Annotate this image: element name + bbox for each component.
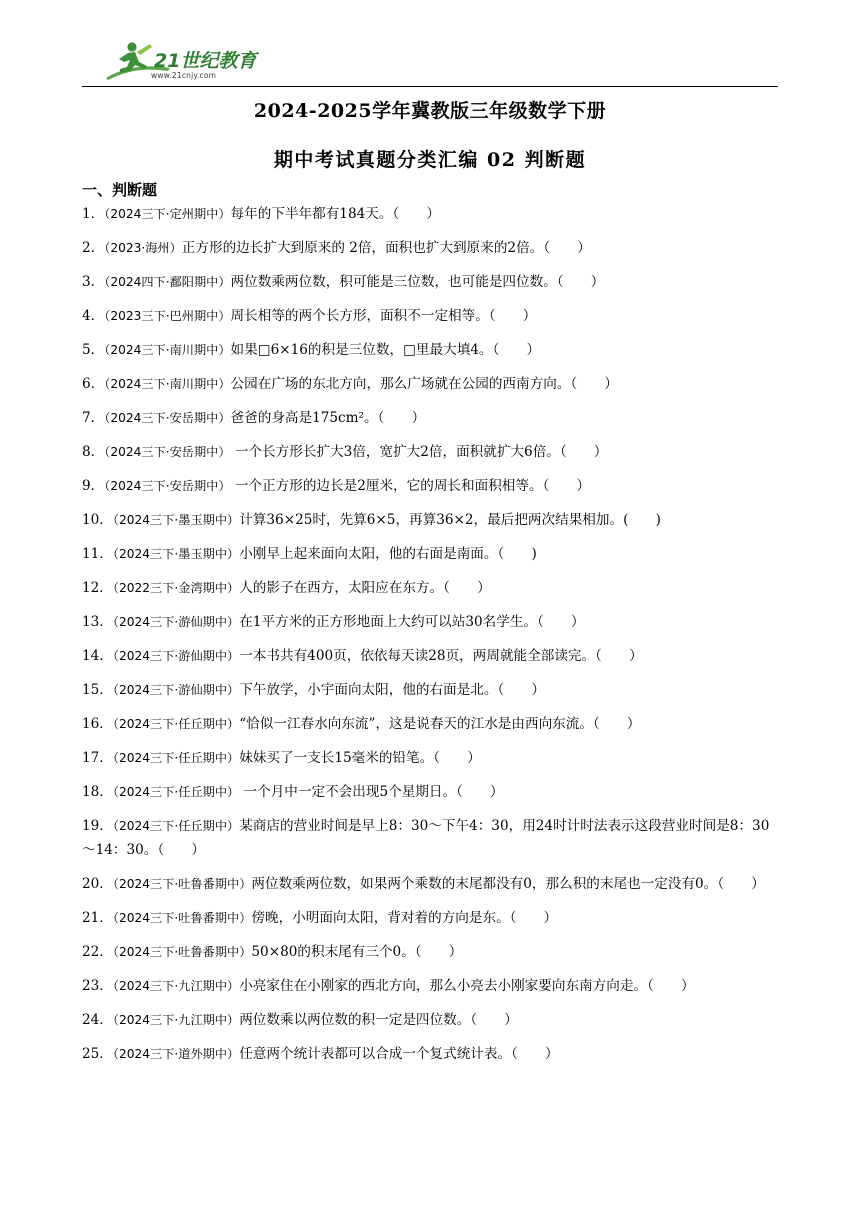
question-number: 14．	[82, 648, 113, 664]
question-item	[82, 236, 782, 260]
question-source: （2024三下·安岳期中）	[104, 411, 231, 425]
question-source: （2024三下·游仙期中）	[112, 683, 240, 697]
question-number: 20．	[82, 876, 113, 892]
question-item	[82, 746, 782, 770]
question-source: （2024三下·道外期中）	[112, 1047, 240, 1061]
question-text: 人的影子在西方，太阳应在东方。（ ）	[239, 580, 491, 596]
question-item	[82, 644, 782, 668]
question-source: （2024三下·吐鲁番期中）	[112, 945, 252, 959]
question-number: 9．	[82, 478, 105, 494]
question-item	[82, 940, 782, 964]
question-number: 21．	[82, 910, 113, 926]
question-source: （2023·海州）	[104, 241, 182, 255]
question-source: （2024三下·安岳期中）	[104, 479, 231, 493]
question-source: （2024四下·鄱阳期中）	[104, 275, 231, 289]
question-number: 5．	[82, 342, 105, 358]
question-list	[82, 202, 782, 1076]
question-source: （2024三下·任丘期中）	[112, 717, 240, 731]
question-number: 10．	[82, 512, 113, 528]
question-number: 8．	[82, 444, 105, 460]
question-number: 15．	[82, 682, 113, 698]
question-number: 19．	[82, 818, 113, 834]
question-text: 爸爸的身高是175cm²。（ ）	[230, 410, 426, 426]
question-number: 16．	[82, 716, 113, 732]
question-text: 一本书共有400页，依依每天读28页，两周就能全部读完。（ ）	[239, 648, 643, 664]
question-source: （2024三下·墨玉期中）	[112, 547, 240, 561]
question-text: 一个正方形的边长是2厘米，它的周长和面积相等。（ ）	[230, 478, 591, 494]
question-source: （2024三下·任丘期中）	[112, 785, 240, 799]
question-text: 公园在广场的东北方向，那么广场就在公园的西南方向。（ ）	[230, 376, 618, 392]
question-source: （2024三下·任丘期中）	[112, 751, 240, 765]
question-text: 任意两个统计表都可以合成一个复式统计表。（ ）	[239, 1046, 559, 1062]
question-item	[82, 202, 782, 226]
question-number: 22．	[82, 944, 113, 960]
question-text: 小刚早上起来面向太阳，他的右面是南面。（ )	[239, 546, 537, 562]
question-text: 两位数乘两位数，积可能是三位数，也可能是四位数。（ ）	[230, 274, 605, 290]
question-item	[82, 576, 782, 600]
document-title: 2024-2025学年冀教版三年级数学下册	[253, 100, 607, 122]
question-source: （2024三下·游仙期中）	[112, 649, 240, 663]
question-number: 11．	[82, 546, 113, 562]
question-text: 两位数乘两位数，如果两个乘数的末尾都没有0，那么积的末尾也一定没有0。（ ）	[251, 876, 765, 892]
question-source: （2022三下·金湾期中）	[112, 581, 240, 595]
question-text: 周长相等的两个长方形，面积不一定相等。（ ）	[230, 308, 537, 324]
question-number: 24．	[82, 1012, 113, 1028]
question-text: 两位数乘以两位数的积一定是四位数。（ ）	[239, 1012, 518, 1028]
question-number: 13．	[82, 614, 113, 630]
question-text: 小亮家住在小刚家的西北方向，那么小亮去小刚家要向东南方向走。（ ）	[239, 978, 695, 994]
question-source: （2023三下·巴州期中）	[104, 309, 231, 323]
question-number: 2．	[82, 240, 105, 256]
question-item	[82, 712, 782, 736]
document-subtitle: 期中考试真题分类汇编 02 判断题	[273, 149, 587, 171]
question-number: 6．	[82, 376, 105, 392]
question-source: （2024三下·吐鲁番期中）	[112, 877, 252, 891]
question-text: 在1平方米的正方形地面上大约可以站30名学生。（ ）	[239, 614, 585, 630]
section-heading: 一、判断题	[82, 181, 158, 199]
question-text: 50×80的积末尾有三个0。（ ）	[251, 944, 463, 960]
question-text: 计算36×25时，先算6×5，再算36×2，最后把两次结果相加。( )	[239, 512, 661, 528]
question-text: 一个月中一定不会出现5个星期日。（ ）	[239, 784, 504, 800]
question-source: （2024三下·墨玉期中）	[112, 513, 240, 527]
question-text: “恰似一江春水向东流”，这是说春天的江水是由西向东流。（ ）	[239, 716, 641, 732]
question-number: 17．	[82, 750, 113, 766]
question-source: （2024三下·安岳期中）	[104, 445, 231, 459]
question-source: （2024三下·吐鲁番期中）	[112, 911, 252, 925]
question-item	[82, 474, 782, 498]
question-item	[82, 1042, 782, 1066]
question-item	[82, 338, 782, 362]
question-text: 正方形的边长扩大到原来的 2倍，面积也扩大到原来的2倍。（ ）	[181, 240, 591, 256]
question-item	[82, 304, 782, 328]
question-item	[82, 678, 782, 702]
question-item	[82, 542, 782, 566]
question-number: 3．	[82, 274, 105, 290]
question-item	[82, 372, 782, 396]
question-item	[82, 814, 782, 862]
question-source: （2024三下·任丘期中）	[112, 819, 240, 833]
question-number: 1．	[82, 206, 105, 222]
question-item	[82, 872, 782, 896]
question-item	[82, 610, 782, 634]
question-number: 25．	[82, 1046, 113, 1062]
question-source: （2024三下·南川期中）	[104, 343, 231, 357]
question-item	[82, 780, 782, 804]
question-item	[82, 974, 782, 998]
question-text: 每年的下半年都有184天。（ ）	[230, 206, 441, 222]
question-number: 4．	[82, 308, 105, 324]
question-number: 12．	[82, 580, 113, 596]
question-item	[82, 440, 782, 464]
question-item	[82, 906, 782, 930]
logo-url: www.21cnjy.com	[151, 71, 217, 80]
question-source: （2024三下·游仙期中）	[112, 615, 240, 629]
question-number: 18．	[82, 784, 113, 800]
question-source: （2024三下·九江期中）	[112, 1013, 240, 1027]
question-item	[82, 508, 782, 532]
question-source: （2024三下·定州期中）	[104, 207, 231, 221]
question-source: （2024三下·南川期中）	[104, 377, 231, 391]
question-text: 下午放学，小宇面向太阳，他的右面是北。（ ）	[239, 682, 546, 698]
question-text: 某商店的营业时间是早上8：30～下午4：30，用24时计时法表示这段营业时间是8：30～14：30。（ ）	[82, 818, 770, 858]
question-number: 23．	[82, 978, 113, 994]
question-item	[82, 270, 782, 294]
logo-text: 21世纪教育	[154, 50, 257, 72]
question-text: 一个长方形长扩大3倍，宽扩大2倍，面积就扩大6倍。（ ）	[230, 444, 608, 460]
question-number: 7．	[82, 410, 105, 426]
header-divider	[82, 86, 778, 87]
question-source: （2024三下·九江期中）	[112, 979, 240, 993]
question-text: 傍晚，小明面向太阳，背对着的方向是东。（ ）	[251, 910, 558, 926]
question-text: 妹妹买了一支长15毫米的铅笔。（ ）	[239, 750, 481, 766]
question-item	[82, 1008, 782, 1032]
question-text: 如果□6×16的积是三位数，□里最大填4。（ ）	[230, 342, 541, 358]
question-item	[82, 406, 782, 430]
